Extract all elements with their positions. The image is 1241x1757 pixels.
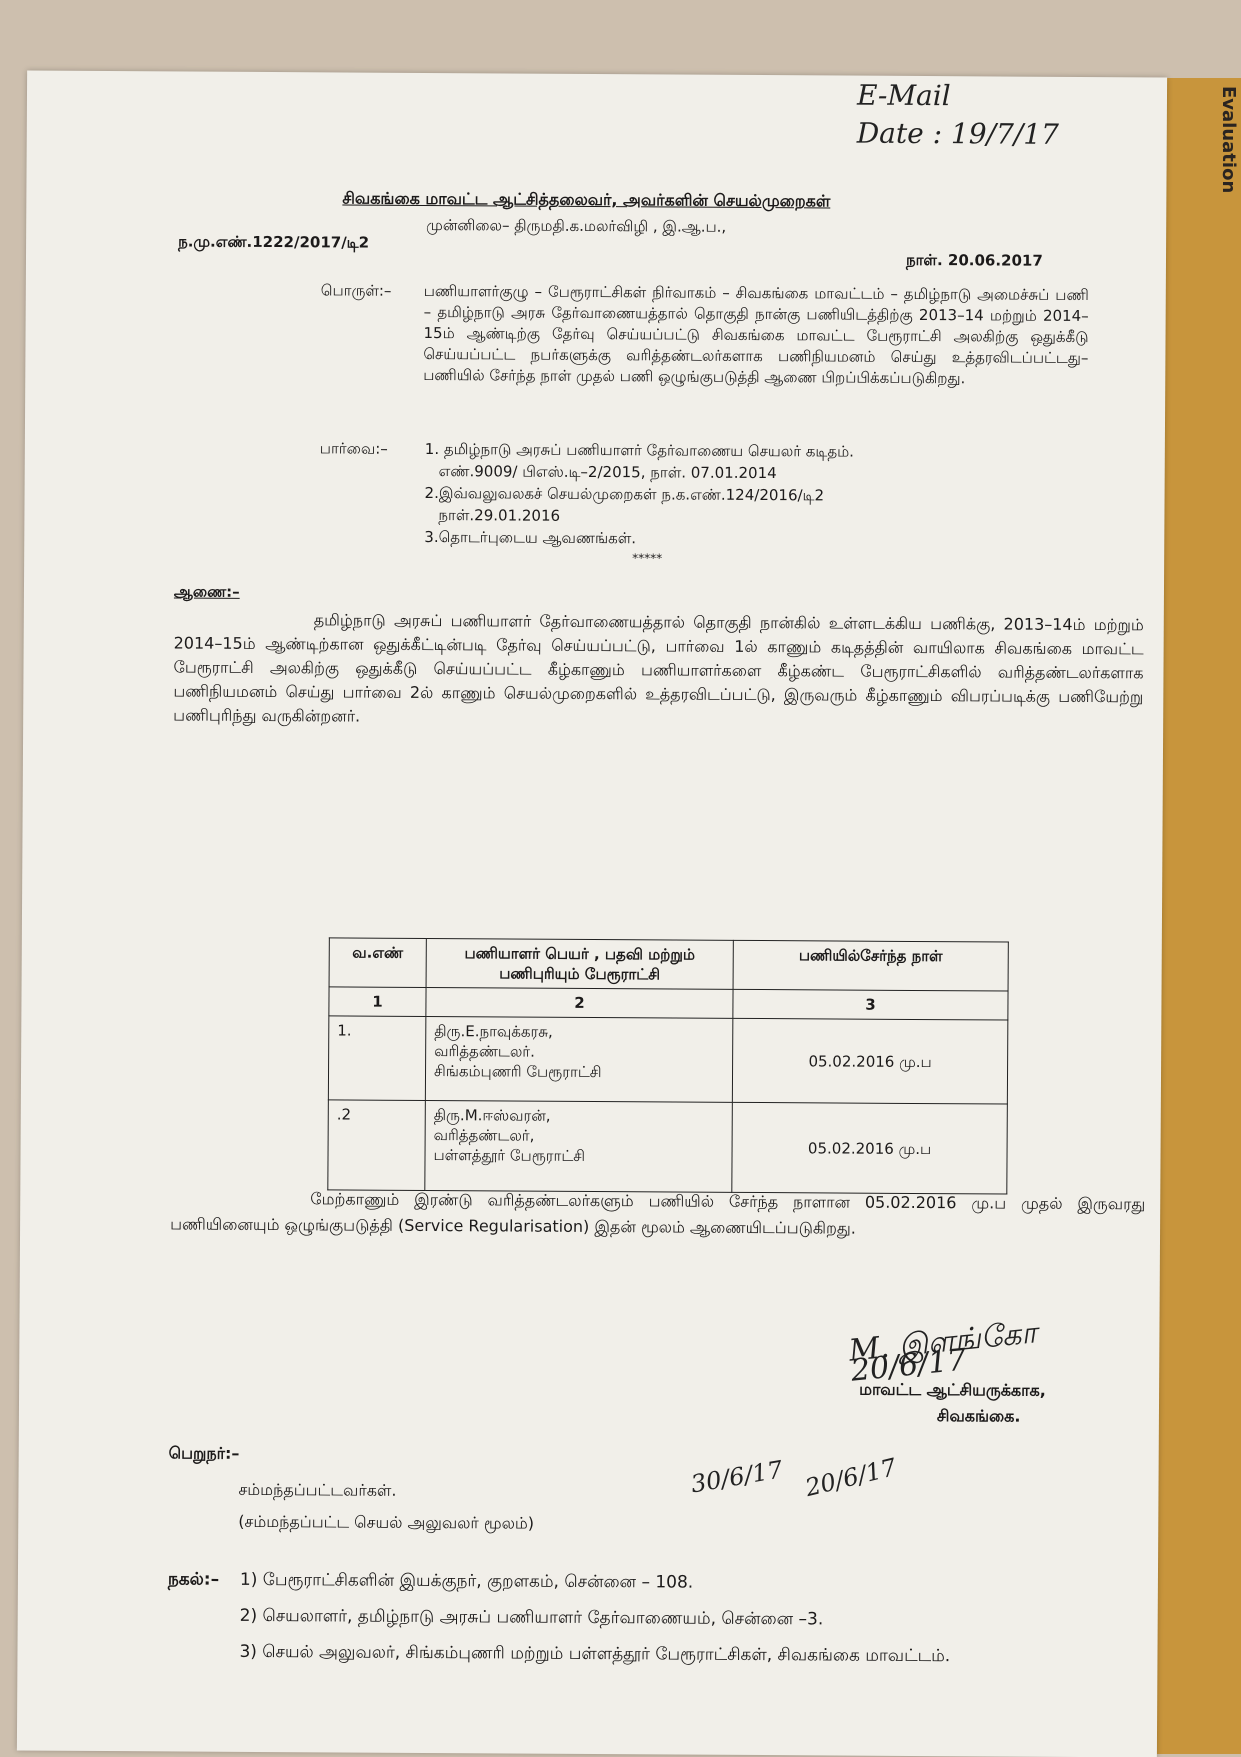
copy-item: 3) செயல் அலுவலர், சிங்கம்புணரி மற்றும் பள்ளத்தூர் பேரூராட்சிகள், சிவகங்கை மாவட்டம்.	[239, 1641, 951, 1667]
copy-item: 2) செயலாளர், தமிழ்நாடு அரசுப் பணியாளர் தேர்வாணையம், சென்னை –3.	[239, 1605, 824, 1630]
staff-post: வரித்தண்டலர்,	[433, 1126, 535, 1145]
staff-table	[327, 937, 1009, 1194]
serial-number: 1.	[328, 1016, 426, 1101]
order-paragraph-2: மேற்காணும் இரண்டு வரித்தண்டலர்களும் பணியில் சேர்ந்த நாளான 05.02.2016 மு.ப முதல் இருவரது பணியினையும் ஒழுங்குபடுத்தி (Service Regularisation) இதன் மூலம் ஆணையிடப்படுகிறது.	[170, 1189, 1146, 1238]
joining-date: 05.02.2016 மு.ப	[732, 1018, 1008, 1104]
copy-item: 1) பேரூராட்சிகளின் இயக்குநர், குறளகம், சென்னை – 108.	[239, 1569, 694, 1593]
reference-item: 3.தொடர்புடைய ஆவணங்கள்.	[424, 527, 637, 548]
table-header: பணியாளர் பெயர் , பதவி மற்றும் பணிபுரியும் பேரூராட்சி	[426, 938, 733, 989]
signatory-place: சிவகங்கை.	[936, 1406, 1021, 1426]
presence-line: முன்னிலை– திருமதி.க.மலர்விழி , இ.ஆ.ப.,	[426, 215, 727, 236]
column-number: 3	[733, 989, 1008, 1020]
subject-label: பொருள்:–	[320, 281, 392, 300]
signature: M. இளங்கோ 20/6/17	[847, 1315, 1039, 1389]
reference-number: ந.மு.எண்.1222/2017/டி2	[178, 232, 370, 252]
recipients-line: சம்மந்தப்பட்டவர்கள்.	[238, 1479, 397, 1500]
reference-item: 1. தமிழ்நாடு அரசுப் பணியாளர் தேர்வாணைய செயலர் கடிதம்.	[424, 439, 855, 461]
initial-one: 30/6/17	[688, 1455, 785, 1499]
order-date: நாள். 20.06.2017	[905, 250, 1043, 270]
staff-post: வரித்தண்டலர்.	[434, 1042, 535, 1061]
staff-details	[425, 1100, 733, 1192]
email-stamp: E-Mail	[856, 78, 951, 113]
table-header: பணியில்சேர்ந்த நாள்	[733, 940, 1008, 991]
joining-date: 05.02.2016 மு.ப	[732, 1102, 1008, 1194]
reference-item: நாள்.29.01.2016	[438, 506, 561, 525]
staff-town: சிங்கம்புணரி பேரூராட்சி	[433, 1062, 602, 1082]
recipients-label: பெறுநர்:–	[168, 1443, 240, 1463]
edge-text: Evaluation	[1218, 86, 1239, 194]
order-paragraph-1: தமிழ்நாடு அரசுப் பணியாளர் தேர்வாணையத்தால் தொகுதி நான்கில் உள்ளடக்கிய பணிக்கு, 2013–14ம் மற்றும் 2014–15ம் ஆண்டிற்கான ஒதுக்கீட்டின்படி தேர்வு செய்யப்பட்டு, பார்வை 1ல் காணும் கடிதத்தின் வாயிலாக சிவகங்கை மாவட்ட பேரூராட்சி அலகிற்கு ஒதுக்கீடு செய்யப்பட்ட கீழ்காணும் பணியாளர்களை கீழ்கண்ட பேரூராட்சிகளில் வரித்தண்டலர்களாக பணிநியமனம் செய்து பார்வை 2ல் காணும் செயல்முறைகளில் உத்தரவிடப்பட்டு, இருவரும் கீழ்காணும் விபரப்படிக்கு பணியேற்று பணிபுரிந்து வருகின்றனர்.	[173, 610, 1144, 726]
office-title: சிவகங்கை மாவட்ட ஆட்சித்தலைவர், அவர்களின் செயல்முறைகள்	[342, 188, 831, 211]
folder-edge	[1157, 78, 1241, 1754]
stars-separator: *****	[632, 551, 663, 566]
initial-two: 20/6/17	[802, 1453, 900, 1503]
staff-town: பள்ளத்தூர் பேரூராட்சி	[433, 1146, 586, 1165]
staff-name: திரு.M.ஈஸ்வரன்,	[433, 1106, 551, 1125]
table-header: வ.எண்	[329, 938, 426, 988]
subject-text: பணியாளர்குழு – பேரூராட்சிகள் நிர்வாகம் – சிவகங்கை மாவட்டம் – தமிழ்நாடு அமைச்சுப் பணி – தமிழ்நாடு அரசு தேர்வாணையத்தால் தொகுதி நான்கு பணியிடத்திற்கு 2013–14 மற்றும் 2014–15ம் ஆண்டிற்கு தேர்வு செய்யப்பட்டு சிவகங்கை மாவட்ட பேரூராட்சி அலகிற்கு ஒதுக்கீடு செய்யப்பட்ட நபர்களுக்கு வரித்தண்டலர்களாக பணிநியமனம் செய்து உத்தரவிடப்பட்டது– பணியில் சேர்ந்த நாள் முதல் பணி ஒழுங்குபடுத்தி ஆணை பிறப்பிக்கப்படுகிறது.	[423, 281, 1089, 388]
staff-name: திரு.E.நாவுக்கரசு,	[434, 1022, 553, 1041]
column-number: 2	[426, 987, 733, 1018]
recipients-line: (சம்மந்தப்பட்ட செயல் அலுவலர் மூலம்)	[238, 1511, 535, 1533]
signatory-title: மாவட்ட ஆட்சியருக்காக,	[859, 1379, 1046, 1400]
date-stamp: Date : 19/7/17	[856, 116, 1060, 151]
staff-details	[425, 1016, 733, 1102]
table-row	[328, 1100, 1008, 1194]
copy-label: நகல்:–	[167, 1569, 220, 1590]
reference-item: எண்.9009/ பிஎஸ்.டி–2/2015, நாள். 07.01.2014	[438, 462, 777, 483]
reference-item: 2.இவ்வலுவலகச் செயல்முறைகள் ந.க.எண்.124/2016/டி2	[424, 483, 825, 505]
document-page	[17, 71, 1167, 1757]
table-row	[328, 1016, 1008, 1104]
reference-label: பார்வை:–	[319, 439, 388, 458]
column-number: 1	[329, 987, 426, 1017]
order-heading: ஆணை:–	[173, 582, 240, 601]
serial-number: .2	[328, 1100, 426, 1191]
